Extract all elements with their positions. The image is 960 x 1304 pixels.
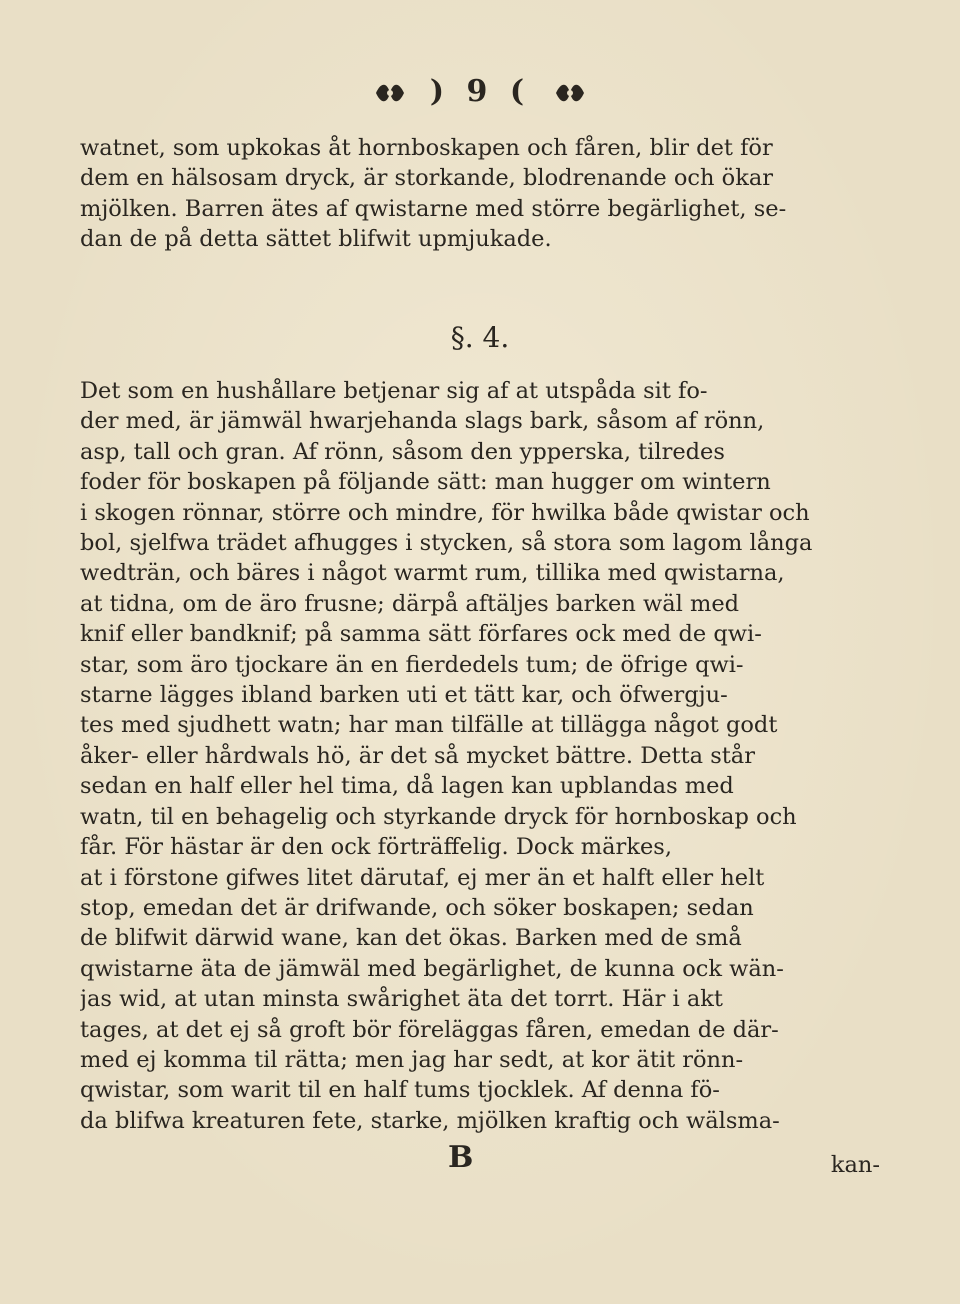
- text-line: bol, sjelfwa trädet afhugges i stycken, så stora som lagom långa: [80, 530, 813, 557]
- text-line: åker- eller hårdwals hö, är det så mycket bättre. Detta står: [80, 742, 755, 769]
- text-line: watnet, som upkokas åt hornboskapen och fåren, blir det för: [80, 135, 773, 161]
- text-line: stop, emedan det är drifwande, och söker boskapen; sedan: [80, 894, 754, 921]
- paragraph-section-4: [80, 376, 880, 1136]
- text-line: wedträn, och bäres i något warmt rum, tillika med qwistarna,: [80, 560, 785, 587]
- text-line: at i förstone gifwes litet därutaf, ej mer än et halft eller helt: [80, 864, 765, 891]
- ornament-icon: [553, 80, 587, 106]
- catchword: kan-: [830, 1152, 880, 1178]
- text-line: starne lägges ibland barken uti et tätt kar, och öfwergju-: [80, 682, 728, 709]
- text-line: qwistar, som warit til en half tums tjocklek. Af denna fö-: [80, 1077, 720, 1104]
- text-line: dan de på detta sättet blifwit upmjukade.: [80, 226, 552, 253]
- text-line: mjölken. Barren ätes af qwistarne med större begärlighet, se-: [80, 195, 787, 222]
- text-line: dem en hälsosam dryck, är storkande, blodrenande och ökar: [80, 165, 774, 192]
- text-line: med ej komma til rätta; men jag har sedt, at kor ätit rönn-: [80, 1046, 744, 1073]
- text-line: sedan en half eller hel tima, då lagen kan upblandas med: [80, 773, 734, 800]
- text-line: foder för boskapen på följande sätt: man hugger om wintern: [80, 469, 771, 496]
- text-line: får. För hästar är den ock förträffelig. Dock märkes,: [80, 834, 672, 861]
- text-line: qwistarne äta de jämwäl med begärlighet, de kunna ock wän-: [80, 955, 784, 982]
- text-line: Det som en hushållare betjenar sig af at utspåda sit fo-: [80, 378, 708, 404]
- paragraph-continued: [80, 133, 880, 255]
- page-header: [0, 72, 960, 112]
- page-number: ) 9 (: [429, 74, 531, 109]
- text-line: da blifwa kreaturen fete, starke, mjölken kraftig och wälsma-: [80, 1107, 780, 1134]
- text-line: de blifwit därwid wane, kan det ökas. Barken med de små: [80, 925, 742, 952]
- text-line: jas wid, at utan minsta swårighet äta det torrt. Här i akt: [80, 986, 723, 1013]
- signature-mark: B: [448, 1140, 474, 1175]
- text-line: i skogen rönnar, större och mindre, för hwilka både qwistar och: [80, 499, 810, 526]
- text-line: tages, at det ej så groft bör föreläggas fåren, emedan de där-: [80, 1016, 779, 1043]
- text-line: watn, til en behagelig och styrkande dryck för hornboskap och: [80, 803, 797, 830]
- text-line: at tidna, om de äro frusne; därpå aftäljes barken wäl med: [80, 590, 740, 617]
- text-line: knif eller bandknif; på samma sätt förfares ock med de qwi-: [80, 621, 762, 648]
- text-line: asp, tall och gran. Af rönn, såsom den ypperska, tilredes: [80, 438, 725, 465]
- section-heading: §. 4.: [450, 321, 510, 354]
- text-line: star, som äro tjockare än en fierdedels tum; de öfrige qwi-: [80, 651, 744, 678]
- text-line: der med, är jämwäl hwarjehanda slags bark, såsom af rönn,: [80, 408, 765, 435]
- text-line: tes med sjudhett watn; har man tilfälle at tillägga något godt: [80, 712, 778, 739]
- ornament-icon: [373, 80, 407, 106]
